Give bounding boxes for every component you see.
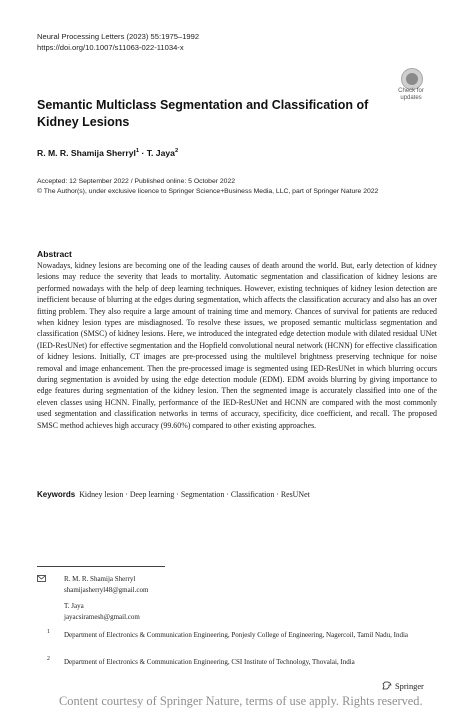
publication-dates: Accepted: 12 September 2022 / Published online: 5 October 2022 <box>37 178 235 185</box>
affiliation-1-number: 1 <box>47 629 50 635</box>
author-1-affiliation-mark: 1 <box>135 148 140 155</box>
correspondence-name-1: R. M. R. Shamija Sherryl <box>64 575 136 583</box>
courtesy-footer: Content courtesy of Springer Nature, terms of use apply. Rights reserved. <box>59 694 423 708</box>
copyright-line: © The Author(s), under exclusive licence to Springer Science+Business Media, LLC, part of Springer Nature 2022 <box>37 188 379 195</box>
abstract-heading: Abstract <box>37 249 72 259</box>
publisher-name: Springer <box>395 682 424 691</box>
badge-line-1: Check for <box>398 88 424 94</box>
keywords-label: Keywords <box>37 490 76 499</box>
footnote-divider <box>37 566 165 567</box>
author-1[interactable]: R. M. R. Shamija Sherryl <box>37 148 136 158</box>
check-for-updates-badge[interactable] <box>393 68 429 102</box>
keywords-row <box>37 490 437 499</box>
article-title: Semantic Multiclass Segmentation and Classification of Kidney Lesions <box>37 98 369 129</box>
author-separator: · <box>139 148 147 158</box>
envelope-icon <box>37 575 46 582</box>
badge-line-2: updates <box>400 95 422 101</box>
author-2[interactable]: T. Jaya <box>146 148 175 158</box>
check-for-updates-icon <box>401 68 423 90</box>
keywords-list: Kidney lesion · Deep learning · Segmentation · Classification · ResUNet <box>79 490 310 499</box>
affiliation-2-text: Department of Electronics & Communication Engineering, CSI Institute of Technology, Thovalai, India <box>64 658 355 666</box>
affiliation-1-text: Department of Electronics & Communication Engineering, Ponjesly College of Engineering, Nagercoil, Tamil Nadu, India <box>64 631 409 639</box>
correspondence-email-2[interactable]: jayacsiramesh@gmail.com <box>64 613 140 621</box>
publisher-logo <box>382 681 424 691</box>
author-2-affiliation-mark: 2 <box>174 148 179 155</box>
affiliation-2-number: 2 <box>47 656 50 662</box>
doi-link[interactable]: https://doi.org/10.1007/s11063-022-11034-x <box>37 43 184 52</box>
journal-citation: Neural Processing Letters (2023) 55:1975–1992 <box>37 32 200 41</box>
abstract-body: Nowadays, kidney lesions are becoming one of the leading causes of death around the world. But, early detection of kidney lesions may reduce the severity that leads to mortality. Automatic segmentation and classification of kidney lesions are performed nowadays with the help of deep learning techniques. However, existing techniques of kidney lesion detection are inefficient because of blurring at the edges during segmentation, which affects the classification accuracy and also has an over fitting problem. They also require a large amount of training time and memory. Chances of survival for patients are reduced when kidney lesion types are misdiagnosed. To resolve these issues, we proposed semantic multiclass segmentation and classification (SMSC) of kidney lesions. Here, we introduced the integrated edge detection module with dilated residual UNet (IED-ResUNet) for effective segmentation and the Hopfield convolutional neural network (HCNN) for effective classification of kidney lesions. Initially, CT images are pre-processed using the multilevel brightness preserving technique for noise removal and image enhancement. Then the pre-processed image is segmented using IED-ResUNet in which blurring occurs during segmentation is avoided by using the edge detection module (EDM). EDM avoids blurring by giving importance to edge features during segmentation of the kidney lesion. Then the segmented image is accurately classified into one of the eleven classes using HCNN. Finally, performance of the IED-ResUNet and HCNN are compared with the most commonly used segmentation and classification networks in terms of accuracy, specificity, dice coefficient, and recall. The proposed SMSC method achieves high accuracy (99.60%) compared to other existing approaches. <box>37 261 437 430</box>
correspondence-email-1[interactable]: shamijasherryl48@gmail.com <box>64 586 149 594</box>
springer-horse-icon <box>382 681 392 690</box>
author-list <box>37 148 178 158</box>
correspondence-name-2: T. Jaya <box>64 602 84 610</box>
